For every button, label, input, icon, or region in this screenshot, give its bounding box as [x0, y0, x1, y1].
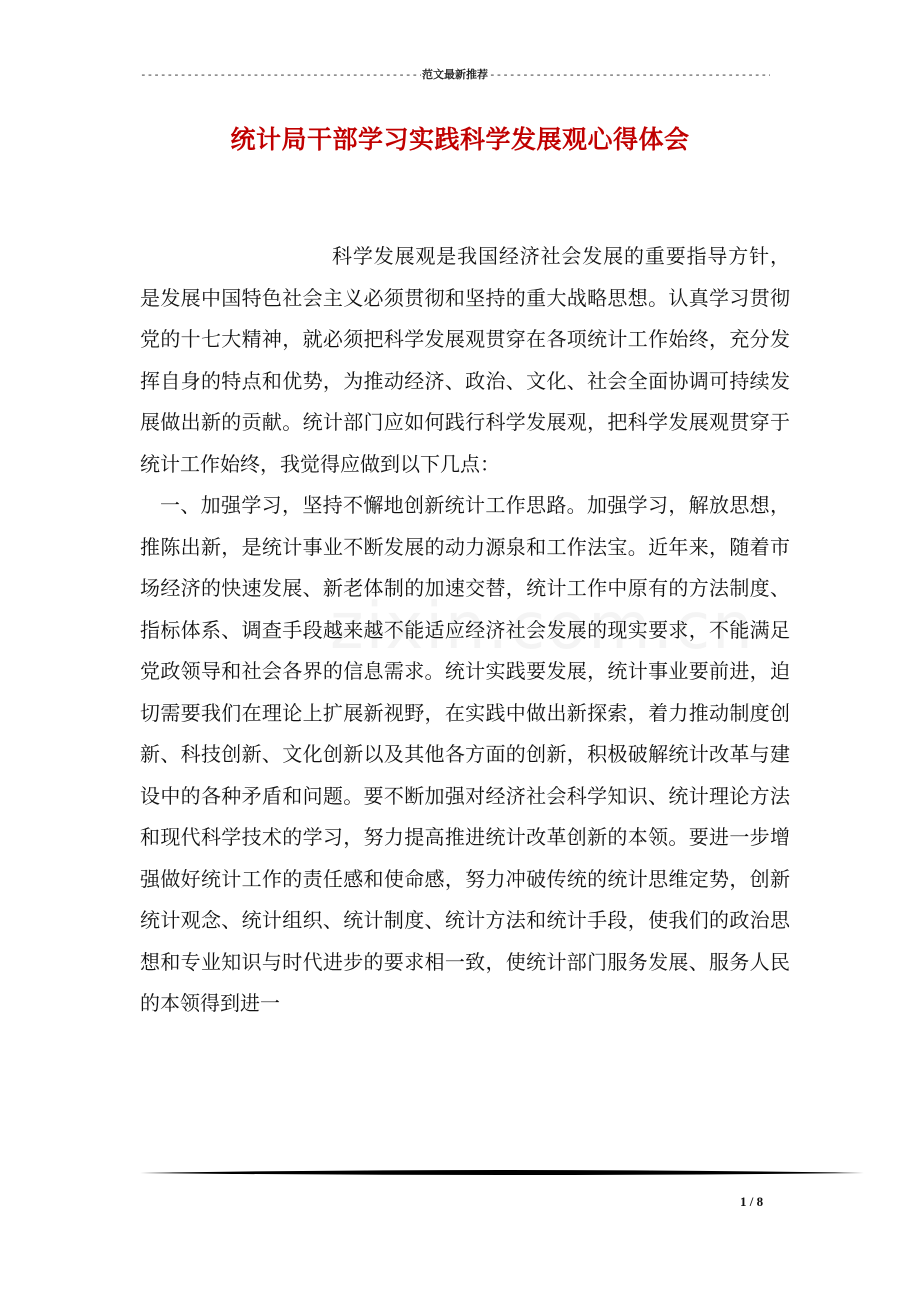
document-title: 统计局干部学习实践科学发展观心得体会: [230, 125, 690, 154]
header-label: 范文最新推荐: [422, 68, 488, 81]
footer-divider: [140, 1168, 864, 1178]
paragraph-intro: 科学发展观是我国经济社会发展的重要指导方针，是发展中国特色社会主义必须贯彻和坚持的重大战略思想。认真学习贯彻党的十七大精神，就必须把科学发展观贯穿在各项统计工作始终，充分发挥自身的特点和优势，为推动经济、政治、文化、社会全面协调可持续发展做出新的贡献。统计部门应如何践行科学发展观，把科学发展观贯穿于统计工作始终，我觉得应做到以下几点：: [140, 244, 790, 476]
page-number: 1 / 8: [740, 1194, 764, 1209]
header-dash-right: [489, 68, 770, 82]
paragraph-section-one: 一、加强学习，坚持不懈地创新统计工作思路。加强学习，解放思想，推陈出新，是统计事业不断发展的动力源泉和工作法宝。近年来，随着市场经济的快速发展、新老体制的加速交替，统计工作中原有的方法制度、指标体系、调查手段越来越不能适应经济社会发展的现实要求，不能满足党政领导和社会各界的信息需求。统计实践要发展，统计事业要前进，迫切需要我们在理论上扩展新视野，在实践中做出新探索，着力推动制度创新、科技创新、文化创新以及其他各方面的创新，积极破解统计改革与建设中的各种矛盾和问题。要不断加强对经济社会科学知识、统计理论方法和现代科学技术的学习，努力提高推进统计改革创新的本领。要进一步增强做好统计工作的责任感和使命感，努力冲破传统的统计思维定势，创新统计观念、统计组织、统计制度、统计方法和统计手段，使我们的政治思想和专业知识与时代进步的要求相一致，使统计部门服务发展、服务人民的本领得到进一: [140, 493, 790, 1015]
document-body: [140, 236, 790, 1025]
header-dash-left: [140, 68, 421, 82]
page-header: [140, 68, 770, 82]
